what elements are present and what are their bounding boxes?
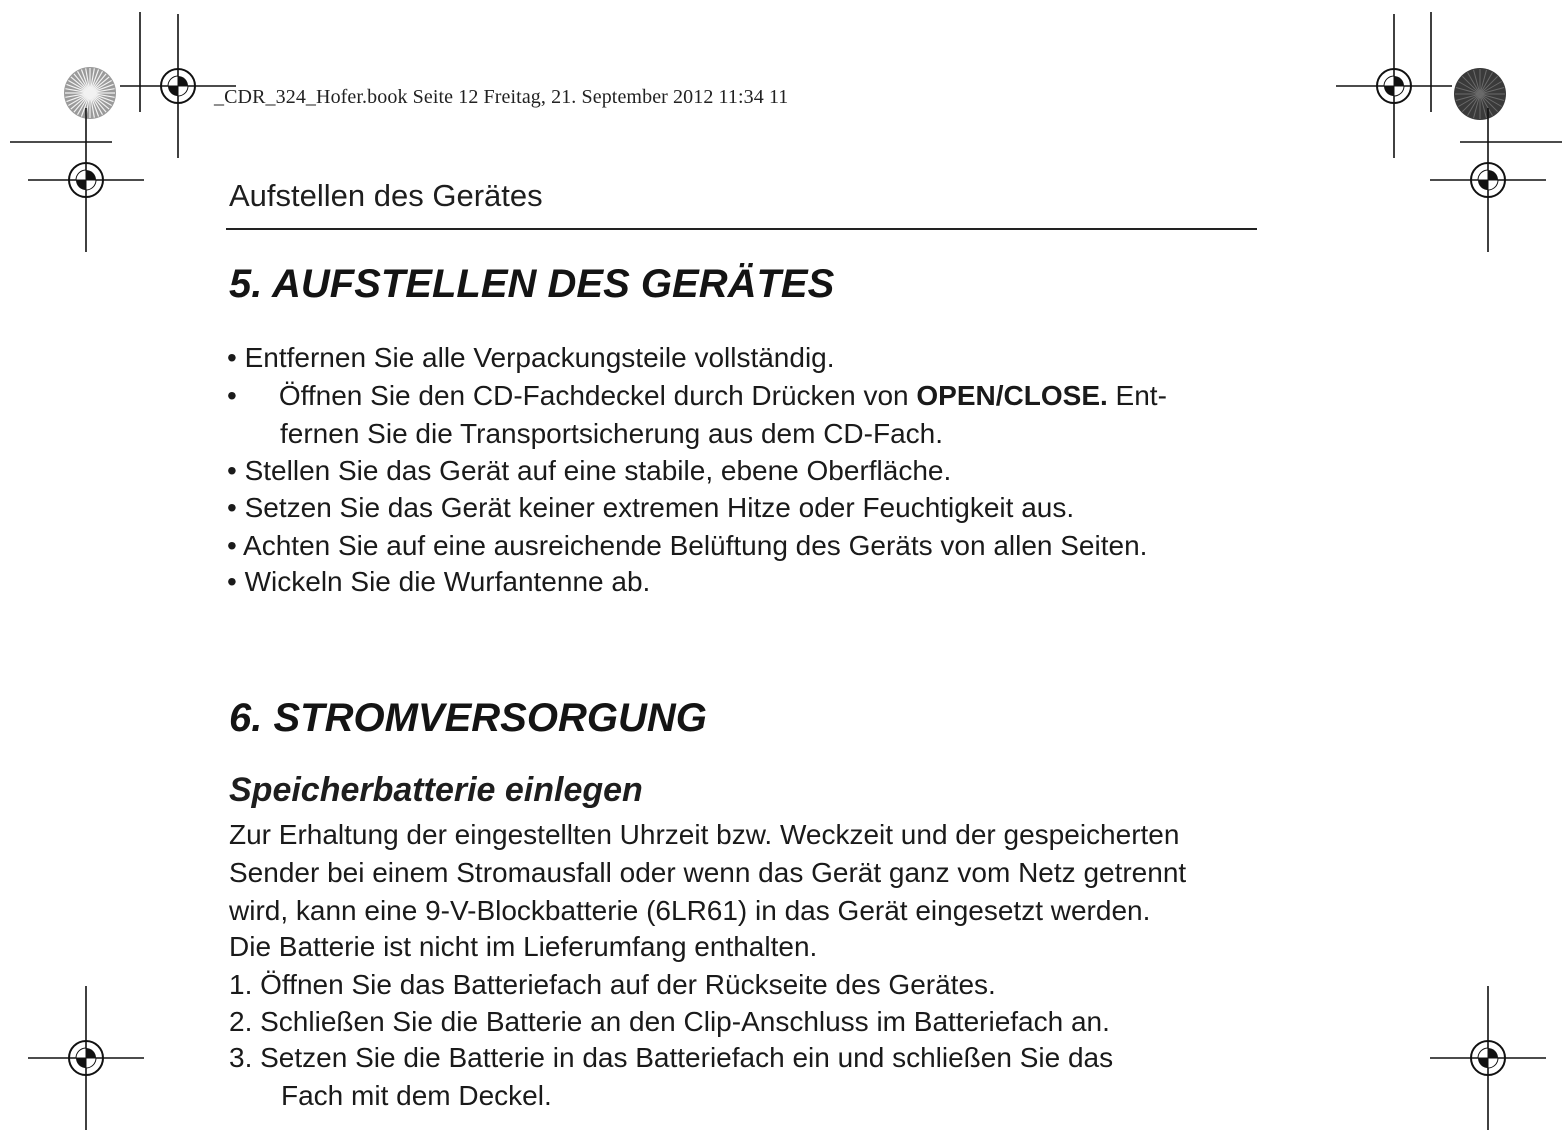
list-item-text: Öffnen Sie den CD-Fachdeckel durch Drücken von (278, 380, 917, 411)
print-slug: _CDR_324_Hofer.book Seite 12 Freitag, 21. September 2012 11:34 11 (214, 86, 789, 108)
section-6-heading: 6. STROMVERSORGUNG (229, 696, 707, 740)
subheading: Speicherbatterie einlegen (229, 771, 643, 809)
list-item (227, 492, 1074, 524)
dark-target-icon (1454, 68, 1506, 120)
list-item (227, 530, 1147, 562)
paragraph-line: Sender bei einem Stromausfall oder wenn das Gerät ganz vom Netz getrennt (229, 857, 1187, 888)
step-continuation: Fach mit dem Deckel. (281, 1080, 552, 1111)
open-close-key-label: OPEN/CLOSE. (916, 380, 1108, 411)
header-rule (226, 228, 1257, 230)
step-item: 3. Setzen Sie die Batterie in das Batteriefach ein und schließen Sie das (229, 1042, 1114, 1073)
bullet-glyph: • (227, 455, 237, 486)
paragraph-line: wird, kann eine 9-V-Blockbatterie (6LR61) in das Gerät eingesetzt werden. (229, 895, 1151, 926)
paragraph-line: Zur Erhaltung der eingestellten Uhrzeit bzw. Weckzeit und der gespeicherten (229, 819, 1180, 850)
list-item-text: Entfernen Sie alle Verpackungsteile vollständig. (244, 342, 835, 373)
list-item-text: Setzen Sie das Gerät keiner extremen Hitze oder Feuchtigkeit aus. (244, 492, 1075, 523)
list-item-text: Stellen Sie das Gerät auf eine stabile, ebene Oberfläche. (244, 455, 952, 486)
bullet-glyph: • (227, 566, 237, 597)
list-item (227, 380, 1167, 412)
list-item-text: Ent- (1107, 380, 1167, 411)
list-item (227, 342, 835, 374)
list-item-continuation: fernen Sie die Transportsicherung aus dem CD-Fach. (280, 418, 943, 449)
list-item-text: Achten Sie auf eine ausreichende Belüftung des Geräts von allen Seiten. (243, 530, 1148, 561)
section-5-heading: 5. AUFSTELLEN DES GERÄTES (229, 262, 835, 306)
paragraph-line: Die Batterie ist nicht im Lieferumfang enthalten. (229, 931, 818, 962)
section-6-body (229, 819, 1269, 1119)
list-item (227, 455, 951, 487)
bullet-glyph: • (227, 492, 237, 523)
list-item-text: Wickeln Sie die Wurfantenne ab. (244, 566, 651, 597)
running-header: Aufstellen des Gerätes (229, 178, 543, 213)
registration-cross-icon (1430, 986, 1546, 1130)
bullet-glyph: • (227, 530, 237, 561)
star-target-icon (64, 67, 116, 119)
registration-cross-icon (28, 108, 144, 252)
section-5-bullet-list (227, 342, 1267, 602)
registration-cross-icon (28, 986, 144, 1130)
step-item: 2. Schließen Sie die Batterie an den Clip-Anschluss im Batteriefach an. (229, 1006, 1110, 1037)
registration-cross-icon (1336, 14, 1452, 158)
step-item: 1. Öffnen Sie das Batteriefach auf der Rückseite des Gerätes. (229, 969, 996, 1000)
bullet-glyph: • (227, 380, 237, 411)
registration-cross-icon (1430, 108, 1546, 252)
list-item (227, 566, 650, 598)
bullet-glyph: • (227, 342, 237, 373)
